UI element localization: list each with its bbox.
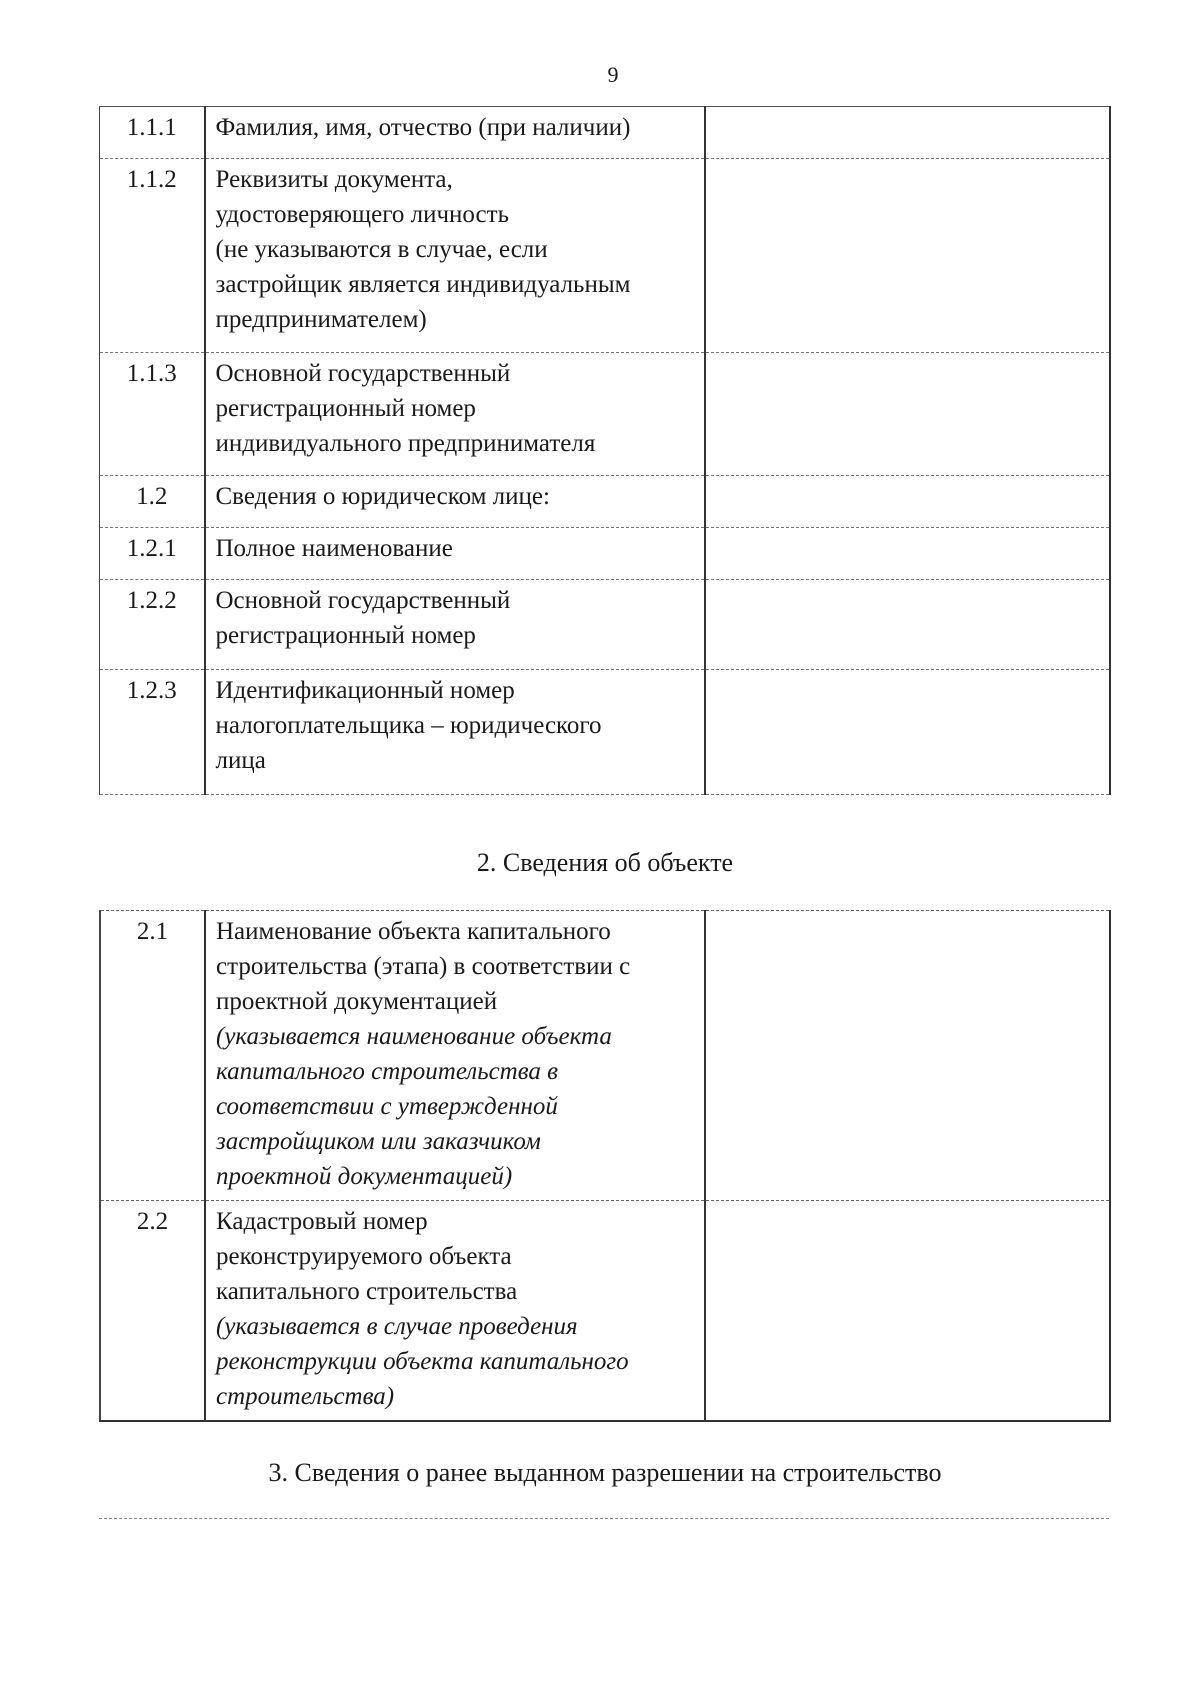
value-cell[interactable] <box>705 353 1110 476</box>
row-label <box>205 911 705 1201</box>
label-line: Основной государственный <box>215 360 511 387</box>
label-line: лица <box>215 747 266 774</box>
label-line: Кадастровый номер <box>216 1208 428 1235</box>
label-line: реконструируемого объекта <box>216 1243 512 1270</box>
row-number: 1.2.1 <box>100 528 205 580</box>
object-info-table <box>99 910 1111 1422</box>
label-note-line: (указывается в случае проведения <box>216 1313 578 1340</box>
section-heading-object-info: 2. Сведения об объекте <box>476 848 734 877</box>
applicant-info-table <box>99 106 1111 795</box>
label-line: налогоплательщика – юридического <box>215 712 602 739</box>
value-cell[interactable] <box>705 528 1110 580</box>
table-row <box>100 353 1110 476</box>
label-note-line: реконструкции объекта капитального <box>216 1348 629 1375</box>
label-note-line: проектной документацией) <box>216 1163 513 1190</box>
row-label <box>205 159 705 353</box>
label-line: удостоверяющего личность <box>215 201 509 228</box>
row-number: 2.1 <box>100 911 205 1201</box>
value-cell[interactable] <box>705 159 1110 353</box>
label-line: предпринимателем) <box>215 306 427 333</box>
row-label <box>205 107 705 159</box>
row-label <box>205 353 705 476</box>
label-line: капитального строительства <box>216 1278 518 1305</box>
row-number: 1.2 <box>100 476 205 528</box>
label-line: Идентификационный номер <box>215 677 515 704</box>
row-number: 1.2.3 <box>100 670 205 795</box>
row-number: 2.2 <box>100 1201 205 1422</box>
row-label <box>205 580 705 670</box>
row-number: 1.1.3 <box>100 353 205 476</box>
label-note-line: капитального строительства в <box>216 1058 559 1085</box>
row-number: 1.2.2 <box>100 580 205 670</box>
table-row <box>100 911 1110 1201</box>
row-label <box>205 476 705 528</box>
label-line: индивидуального предпринимателя <box>215 430 596 457</box>
label-line: регистрационный номер <box>215 622 476 649</box>
label-line: Полное наименование <box>215 535 453 562</box>
label-note-line: соответствии с утвержденной <box>216 1093 558 1120</box>
label-line: Основной государственный <box>215 587 511 614</box>
label-line: Сведения о юридическом лице: <box>215 483 550 510</box>
table-row <box>100 580 1110 670</box>
label-line: регистрационный номер <box>215 395 476 422</box>
row-label <box>205 670 705 795</box>
value-cell[interactable] <box>705 580 1110 670</box>
label-note-line: застройщиком или заказчиком <box>216 1128 541 1155</box>
label-line: (не указываются в случае, если <box>215 236 548 263</box>
table-row <box>100 476 1110 528</box>
row-label <box>205 528 705 580</box>
value-cell[interactable] <box>705 911 1110 1201</box>
label-note-line: строительства) <box>216 1383 395 1410</box>
table-row <box>100 1201 1110 1422</box>
value-cell[interactable] <box>705 670 1110 795</box>
table-row <box>100 159 1110 353</box>
label-line: Реквизиты документа, <box>215 166 453 193</box>
table-row <box>100 670 1110 795</box>
value-cell[interactable] <box>705 476 1110 528</box>
row-label <box>205 1201 705 1422</box>
row-number: 1.1.2 <box>100 159 205 353</box>
label-line: Наименование объекта капитального <box>216 918 611 945</box>
label-note-line: (указывается наименование объекта <box>216 1023 612 1050</box>
table-top-rule <box>99 1518 1109 1519</box>
section-heading-permit-info: 3. Сведения о ранее выданном разрешении на строительство <box>268 1458 942 1487</box>
value-cell[interactable] <box>705 1201 1110 1422</box>
table-row <box>100 528 1110 580</box>
label-line: застройщик является индивидуальным <box>215 271 631 298</box>
label-line: проектной документацией <box>216 988 498 1015</box>
page-number: 9 <box>607 62 619 87</box>
row-number: 1.1.1 <box>100 107 205 159</box>
label-line: строительства (этапа) в соответствии с <box>216 953 631 980</box>
table-row <box>100 107 1110 159</box>
value-cell[interactable] <box>705 107 1110 159</box>
label-line: Фамилия, имя, отчество (при наличии) <box>215 114 631 141</box>
